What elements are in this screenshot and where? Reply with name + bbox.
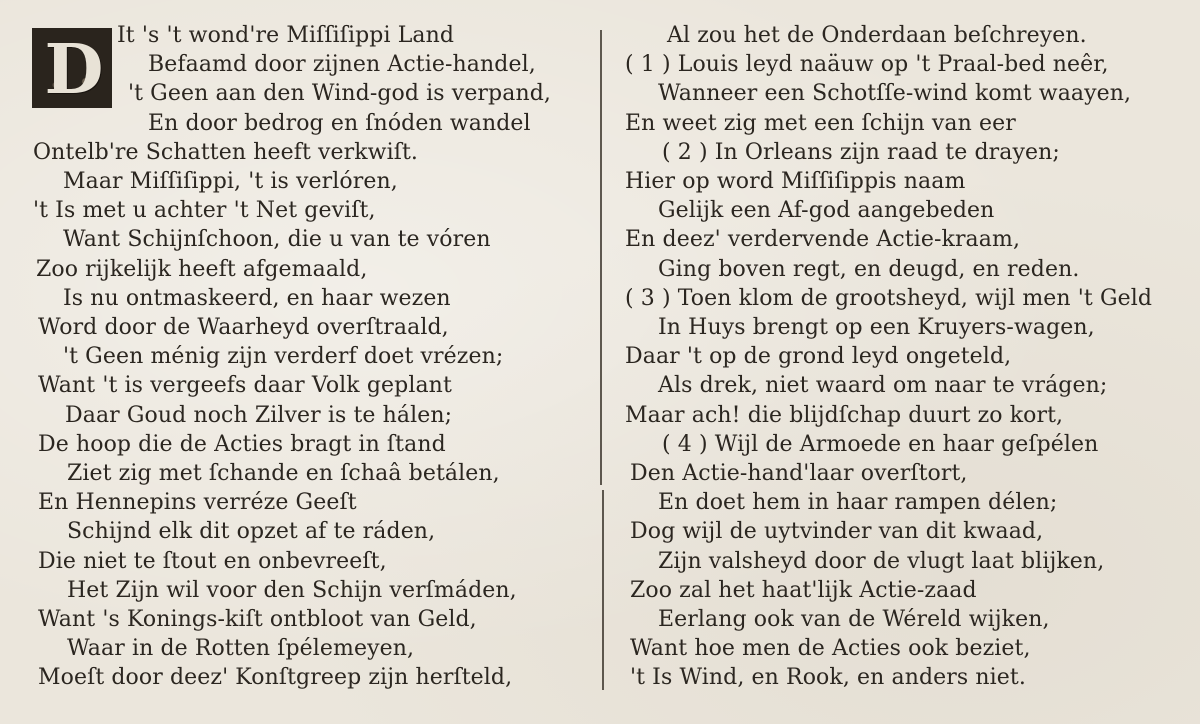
poem-line-right: En doet hem in haar rampen délen; — [658, 490, 1058, 516]
poem-line-left: Befaamd door zijnen Actie-handel, — [148, 52, 536, 78]
poem-line-left: Want 's Konings-kiſt ontbloot van Geld, — [38, 607, 477, 632]
poem-line-right: Zoo zal het haat'lijk Actie-zaad — [630, 577, 977, 603]
poem-line-left: Want 't is vergeefs daar Volk geplant — [38, 373, 452, 399]
column-divider-top — [600, 30, 602, 485]
poem-line-right: ( 4 ) Wijl de Armoede en haar geſpélen — [662, 431, 1099, 457]
poem-line-left: Zoo rijkelijk heeft afgemaald, — [36, 256, 368, 282]
poem-line-right: En deez' verdervende Actie-kraam, — [625, 227, 1021, 253]
poem-line-right: En weet zig met een ſchijn van eer — [625, 110, 1016, 136]
poem-line-left: 't Is met u achter 't Net geviſt, — [33, 198, 376, 224]
poem-line-right: ( 1 ) Louis leyd naäuw op 't Praal-bed neêr, — [625, 52, 1109, 78]
poem-line-left: De hoop die de Acties bragt in ſtand — [38, 431, 446, 457]
poem-line-left: Schijnd elk dit opzet af te ráden, — [67, 519, 436, 545]
column-divider-bottom — [602, 490, 604, 690]
drop-cap-letter: D — [44, 30, 104, 110]
poem-line-left: It 's 't wond're Miſſiſippi Land — [117, 23, 455, 48]
poem-line-right: Hier op word Miſſiſippis naam — [625, 169, 966, 194]
poem-line-left: Ontelb're Schatten heeft verkwiſt. — [33, 139, 419, 165]
poem-line-left: Waar in de Rotten ſpélemeyen, — [67, 636, 415, 662]
poem-line-left: Word door de Waarheyd overſtraald, — [38, 315, 449, 340]
poem-line-right: Daar 't op de grond leyd ongeteld, — [625, 344, 1012, 370]
poem-line-right: In Huys brengt op een Kruyers-wagen, — [658, 315, 1095, 340]
poem-line-left: Die niet te ſtout en onbevreeſt, — [38, 548, 387, 574]
poem-line-right: ( 2 ) In Orleans zijn raad te drayen; — [662, 139, 1060, 165]
poem-line-right: Eerlang ook van de Wéreld wijken, — [658, 607, 1050, 632]
poem-line-left: 't Geen ménig zijn verderf doet vrézen; — [63, 344, 504, 370]
poem-line-right: Gelijk een Af-god aangebeden — [658, 198, 995, 224]
poem-line-left: 't Geen aan den Wind-god is verpand, — [128, 81, 551, 107]
poem-line-right: Als drek, niet waard om naar te vrágen; — [658, 373, 1108, 399]
poem-line-left: Maar Miſſiſippi, 't is verlóren, — [63, 169, 398, 194]
poem-line-right: Want hoe men de Acties ook beziet, — [630, 636, 1031, 662]
poem-line-left: Daar Goud noch Zilver is te hálen; — [65, 402, 453, 428]
poem-line-right: Dog wijl de uytvinder van dit kwaad, — [630, 519, 1044, 545]
poem-line-left: Het Zijn wil voor den Schijn verſmáden, — [67, 577, 517, 603]
poem-line-right: ( 3 ) Toen klom de grootsheyd, wijl men 't Geld — [625, 285, 1153, 311]
poem-line-right: Wanneer een Schotſſe-wind komt waayen, — [658, 81, 1132, 107]
poem-line-left: Moeſt door deez' Konſtgreep zijn herſteld, — [38, 665, 513, 691]
drop-cap-ornament — [32, 28, 112, 108]
poem-line-left: Want Schijnſchoon, die u van te vóren — [63, 227, 491, 253]
poem-line-right: Den Actie-hand'laar overſtort, — [630, 461, 968, 486]
poem-line-right: Maar ach! die blijdſchap duurt zo kort, — [625, 402, 1064, 428]
poem-line-right: 't Is Wind, en Rook, en anders niet. — [630, 665, 1026, 691]
poem-line-left: En door bedrog en ſnóden wandel — [148, 110, 531, 136]
poem-line-right: Ging boven regt, en deugd, en reden. — [658, 256, 1080, 282]
poem-line-left: Ziet zig met ſchande en ſchaâ betálen, — [67, 461, 500, 486]
poem-line-left: En Hennepins verréze Geeſt — [38, 490, 357, 516]
poem-line-right: Zijn valsheyd door de vlugt laat blijken, — [658, 548, 1105, 574]
poem-line-right: Al zou het de Onderdaan beſchreyen. — [667, 23, 1087, 48]
poem-line-left: Is nu ontmaskeerd, en haar wezen — [63, 285, 451, 311]
